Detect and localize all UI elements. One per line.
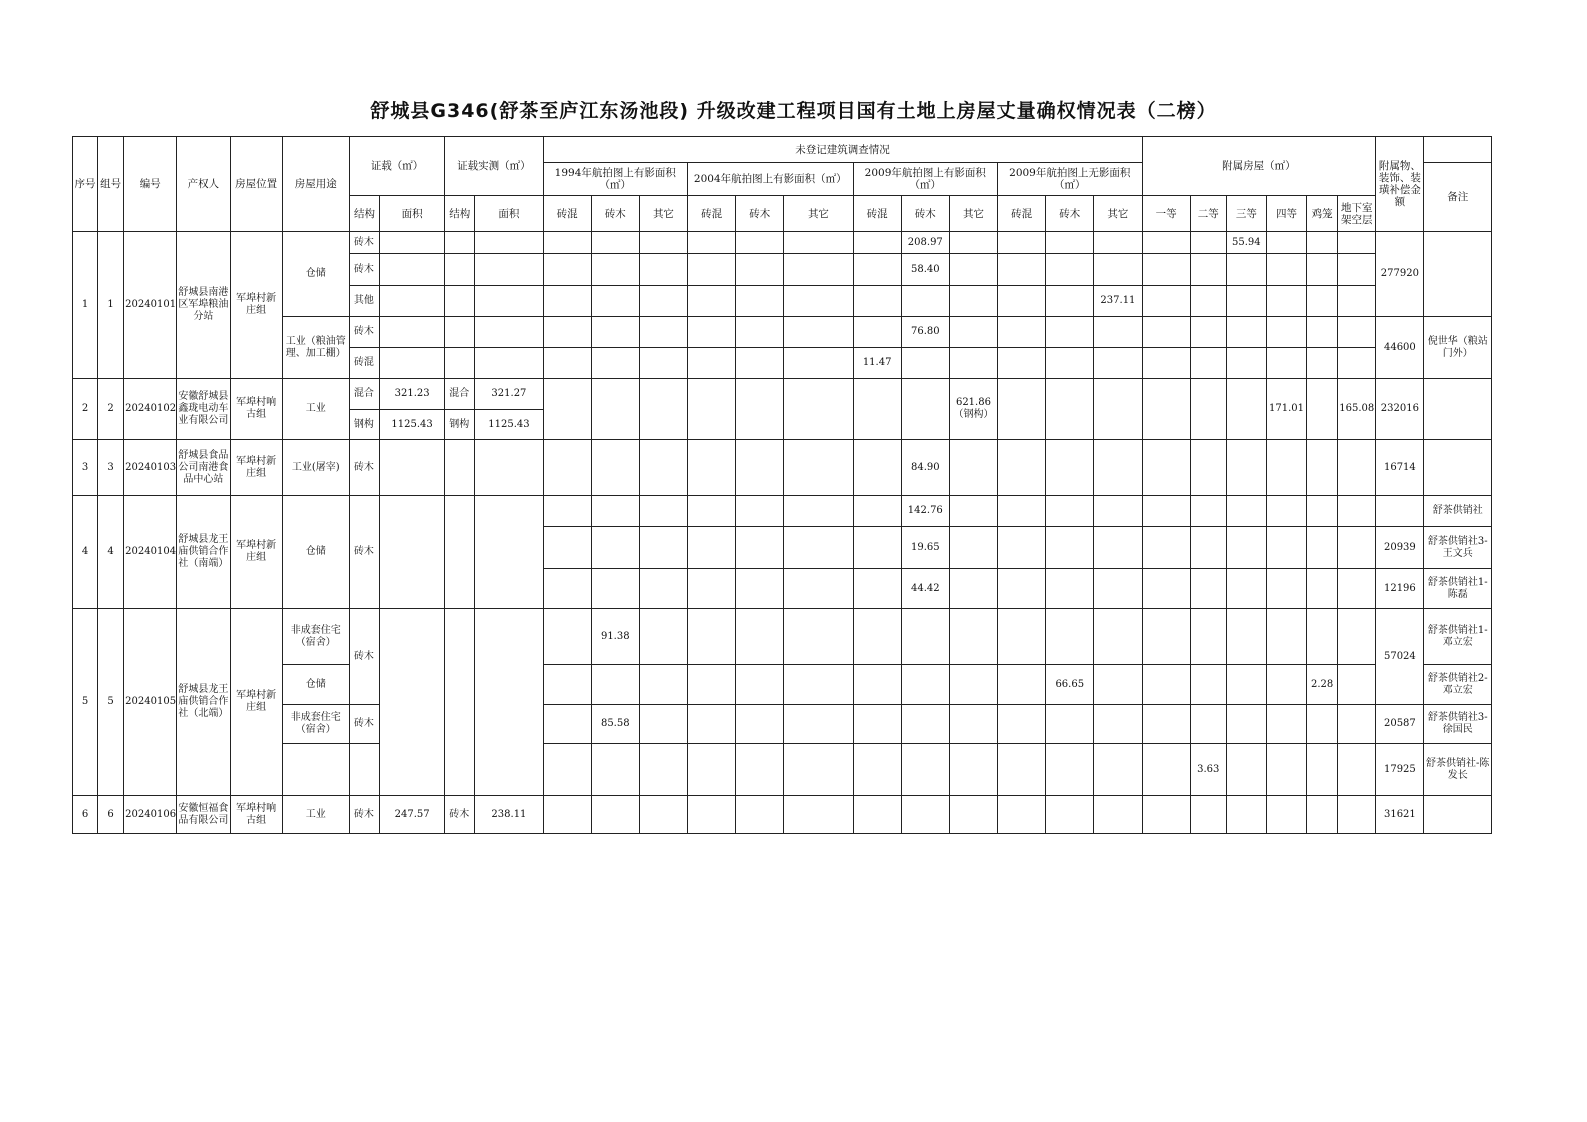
cell-structure: 混合 (445, 379, 475, 410)
cell-seq: 4 (73, 496, 98, 609)
cell-use: 仓储 (282, 496, 349, 609)
cell-area: 238.11 (475, 796, 543, 834)
header-seq: 序号 (73, 137, 98, 232)
cell-structure: 砖木 (349, 796, 379, 834)
cell-structure: 砖木 (349, 609, 379, 705)
cell-structure: 砖木 (349, 496, 379, 609)
cell-comp: 12196 (1376, 569, 1424, 609)
cell-structure: 砖木 (349, 317, 379, 348)
cell-value: 84.90 (901, 440, 949, 496)
cell-value: 11.47 (853, 348, 901, 379)
cell-owner: 舒城县龙王庙供销合作社（北端） (177, 609, 230, 796)
cell-value: 621.86（钢构） (949, 379, 997, 440)
cell-group: 5 (98, 609, 124, 796)
cell-group: 1 (98, 232, 124, 379)
sub-area: 面积 (380, 196, 445, 232)
header-blank (1424, 137, 1492, 163)
sub-brick-wood: 砖木 (736, 196, 784, 232)
header-cert-measured: 证载实测（㎡） (445, 137, 543, 196)
table-row (73, 232, 1492, 254)
sub-brick-concrete: 砖混 (543, 196, 591, 232)
sub-brick-concrete: 砖混 (853, 196, 901, 232)
cell-area: 321.23 (380, 379, 445, 410)
table-row (73, 744, 1492, 796)
cell-remark: 舒茶供销社-陈发长 (1424, 744, 1492, 796)
header-aux: 附属房屋（㎡） (1142, 137, 1376, 196)
cell-comp: 20939 (1376, 527, 1424, 569)
cell-area: 321.27 (475, 379, 543, 410)
cell-comp: 17925 (1376, 744, 1424, 796)
cell-code: 20240101 (124, 232, 177, 379)
cell-group: 6 (98, 796, 124, 834)
cell-value: 165.08 (1338, 379, 1376, 440)
cell-seq: 1 (73, 232, 98, 379)
cell-structure: 钢构 (349, 410, 379, 440)
cell-comp: 232016 (1376, 379, 1424, 440)
header-group: 组号 (98, 137, 124, 232)
cell-location: 军埠村响古组 (230, 379, 282, 440)
cell-structure: 其他 (349, 286, 379, 317)
table-row (73, 440, 1492, 496)
table-row (73, 317, 1492, 348)
cell-location: 军埠村新庄组 (230, 496, 282, 609)
cell-remark: 舒茶供销社 (1424, 496, 1492, 527)
document-title: 舒城县G346(舒茶至庐江东汤池段) 升级改建工程项目国有土地上房屋丈量确权情况表（二榜） (370, 100, 1217, 122)
cell-value: 66.65 (1046, 665, 1094, 705)
header-2009a: 2009年航拍图上有影面积（㎡） (853, 163, 997, 196)
cell-comp: 20587 (1376, 705, 1424, 744)
sub-brick-concrete: 砖混 (998, 196, 1046, 232)
cell-comp: 44600 (1376, 317, 1424, 379)
cell-location: 军埠村新庄组 (230, 609, 282, 796)
cell-remark: 舒茶供销社1-陈磊 (1424, 569, 1492, 609)
cell-value: 3.63 (1190, 744, 1226, 796)
sub-structure: 结构 (349, 196, 379, 232)
cell-value: 171.01 (1266, 379, 1306, 440)
table-row (73, 609, 1492, 665)
sub-basement: 地下室架空层 (1338, 196, 1376, 232)
cell-code: 20240106 (124, 796, 177, 834)
cell-owner: 舒城县龙王庙供销合作社（南端） (177, 496, 230, 609)
sub-grade2: 二等 (1190, 196, 1226, 232)
cell-value: 55.94 (1226, 232, 1266, 254)
cell-value: 142.76 (901, 496, 949, 527)
header-unregistered: 未登记建筑调查情况 (543, 137, 1142, 163)
sub-grade3: 三等 (1226, 196, 1266, 232)
cell-location: 军埠村响古组 (230, 796, 282, 834)
cell-structure: 钢构 (445, 410, 475, 440)
cell-comp: 57024 (1376, 609, 1424, 705)
cell-structure: 混合 (349, 379, 379, 410)
cell-structure: 砖木 (349, 440, 379, 496)
cell-code: 20240102 (124, 379, 177, 440)
header-comp: 附属物、装饰、装璜补偿金额 (1376, 137, 1424, 232)
header-location: 房屋位置 (230, 137, 282, 232)
cell-use: 仓储 (282, 232, 349, 317)
sub-structure: 结构 (445, 196, 475, 232)
cell-owner: 舒城县南港区军埠粮油分站 (177, 232, 230, 379)
cell-seq: 5 (73, 609, 98, 796)
cell-value: 2.28 (1307, 665, 1338, 705)
cell-code: 20240104 (124, 496, 177, 609)
cell-value: 91.38 (591, 609, 639, 665)
header-owner: 产权人 (177, 137, 230, 232)
table-row (73, 705, 1492, 744)
cell-code: 20240103 (124, 440, 177, 496)
sub-brick-wood: 砖木 (1046, 196, 1094, 232)
cell-use: 非成套住宅（宿舍） (282, 609, 349, 665)
cell-seq: 2 (73, 379, 98, 440)
cell-group: 3 (98, 440, 124, 496)
sub-other: 其它 (949, 196, 997, 232)
table-row (73, 665, 1492, 705)
sub-other: 其它 (639, 196, 687, 232)
header-cert: 证载（㎡） (349, 137, 444, 196)
sub-area: 面积 (475, 196, 543, 232)
cell-structure: 砖木 (349, 254, 379, 286)
cell-remark: 舒茶供销社3-王文兵 (1424, 527, 1492, 569)
cell-remark: 舒茶供销社2-邓立宏 (1424, 665, 1492, 705)
header-1994: 1994年航拍图上有影面积（㎡） (543, 163, 687, 196)
cell-comp: 16714 (1376, 440, 1424, 496)
cell-area: 1125.43 (380, 410, 445, 440)
cell-use: 工业(屠宰) (282, 440, 349, 496)
sub-other: 其它 (1094, 196, 1142, 232)
property-table (72, 136, 1492, 834)
cell-area: 247.57 (380, 796, 445, 834)
cell-value: 44.42 (901, 569, 949, 609)
table-row (73, 496, 1492, 527)
sub-brick-concrete: 砖混 (688, 196, 736, 232)
cell-structure: 砖木 (445, 796, 475, 834)
header-2004: 2004年航拍图上有影面积（㎡） (688, 163, 854, 196)
header-code: 编号 (124, 137, 177, 232)
cell-remark: 舒茶供销社3-徐国民 (1424, 705, 1492, 744)
header-use: 房屋用途 (282, 137, 349, 232)
cell-location: 军埠村新庄组 (230, 440, 282, 496)
cell-group: 2 (98, 379, 124, 440)
cell-structure: 砖混 (349, 348, 379, 379)
cell-use: 工业（粮油管理、加工棚） (282, 317, 349, 379)
cell-use: 工业 (282, 796, 349, 834)
cell-location: 军埠村新庄组 (230, 232, 282, 379)
cell-seq: 6 (73, 796, 98, 834)
cell-comp: 31621 (1376, 796, 1424, 834)
cell-structure: 砖木 (349, 705, 379, 744)
cell-value: 237.11 (1094, 286, 1142, 317)
cell-use: 仓储 (282, 665, 349, 705)
sub-brick-wood: 砖木 (591, 196, 639, 232)
cell-value: 76.80 (901, 317, 949, 348)
cell-structure: 砖木 (349, 232, 379, 254)
cell-owner: 舒城县食品公司南港食品中心站 (177, 440, 230, 496)
cell-use: 非成套住宅（宿舍） (282, 705, 349, 744)
cell-group: 4 (98, 496, 124, 609)
sub-other: 其它 (784, 196, 853, 232)
cell-remark: 倪世华（粮站门外） (1424, 317, 1492, 379)
cell-owner: 安徽舒城县鑫珑电动车业有限公司 (177, 379, 230, 440)
cell-remark: 舒茶供销社1-邓立宏 (1424, 609, 1492, 665)
cell-value: 19.65 (901, 527, 949, 569)
cell-code: 20240105 (124, 609, 177, 796)
header-2009b: 2009年航拍图上无影面积（㎡） (998, 163, 1142, 196)
cell-value: 58.40 (901, 254, 949, 286)
cell-comp: 277920 (1376, 232, 1424, 317)
cell-owner: 安徽恒福食品有限公司 (177, 796, 230, 834)
cell-seq: 3 (73, 440, 98, 496)
cell-use: 工业 (282, 379, 349, 440)
sub-grade4: 四等 (1266, 196, 1306, 232)
header-remark: 备注 (1424, 163, 1492, 232)
cell-area: 1125.43 (475, 410, 543, 440)
sub-coop: 鸡笼 (1307, 196, 1338, 232)
cell-value: 85.58 (591, 705, 639, 744)
table-row (73, 379, 1492, 410)
table-row (73, 796, 1492, 834)
sub-brick-wood: 砖木 (901, 196, 949, 232)
sub-grade1: 一等 (1142, 196, 1190, 232)
cell-value: 208.97 (901, 232, 949, 254)
